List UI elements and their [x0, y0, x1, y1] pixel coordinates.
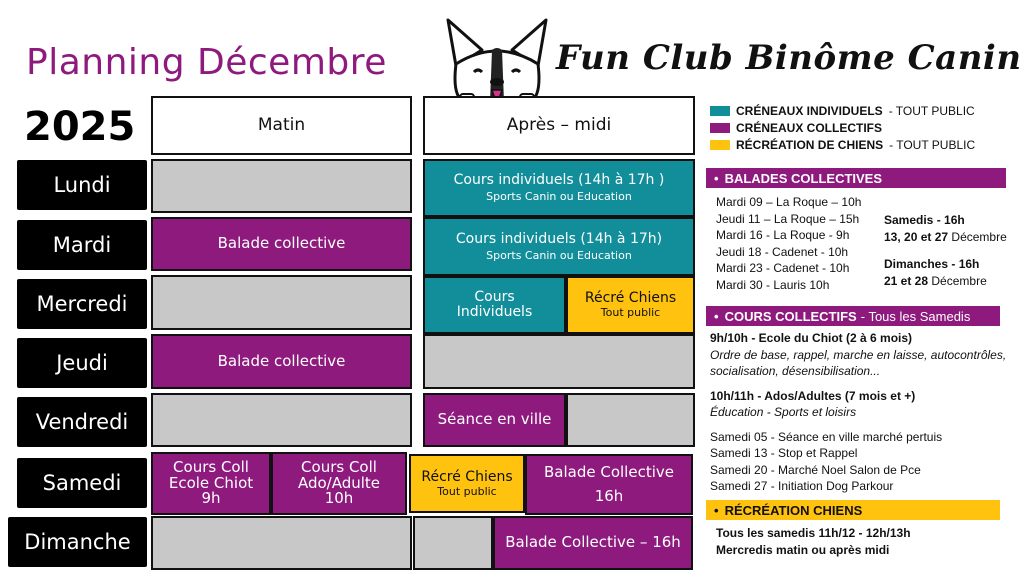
- slot-mercredi-apres-midi-recre: [566, 276, 695, 334]
- slot-title: Cours Coll: [173, 457, 249, 476]
- section-title: RÉCRÉATION CHIENS: [724, 502, 863, 518]
- section-title: COURS COLLECTIFS: [724, 308, 857, 324]
- slot-mercredi-matin: [151, 275, 412, 330]
- slot-samedi-recre: [409, 454, 525, 513]
- list-item: Samedi 27 - Initiation Dog Parkour: [710, 479, 894, 493]
- slot-jeudi-matin: Balade collective: [151, 334, 412, 389]
- slot-jeudi-apres-midi: [423, 334, 695, 389]
- slot-subtitle: Sports Canin ou Education: [486, 248, 632, 262]
- section-header-cours: [706, 306, 1000, 326]
- legend-label: RÉCRÉATION DE CHIENS: [736, 138, 884, 152]
- samedis-month: Décembre: [951, 229, 1007, 244]
- slot-dimanche-matin: [151, 516, 412, 570]
- legend-swatch: [710, 140, 730, 150]
- slot-title-2: Ado/Adulte: [297, 473, 381, 492]
- section-header-balades: [706, 168, 1006, 188]
- legend-recreation: [710, 138, 975, 152]
- day-mercredi: Mercredi: [17, 279, 147, 329]
- slot-time: 9h: [201, 489, 221, 508]
- list-item: Mardi 09 – La Roque – 10h: [716, 195, 862, 209]
- legend-extra: - TOUT PUBLIC: [888, 104, 975, 118]
- slot-title-2: Ecole Chiot: [168, 473, 254, 492]
- slot-title: Cours Coll: [301, 457, 377, 476]
- ado-desc: Éducation - Sports et loisirs: [710, 405, 857, 419]
- chiot-desc-2: socialisation, désensibilisation...: [710, 364, 881, 378]
- slot-title: Cours: [474, 289, 515, 306]
- legend-swatch: [710, 123, 730, 133]
- list-item: Jeudi 11 – La Roque – 15h: [716, 211, 860, 226]
- balades-samedis: [884, 212, 1007, 245]
- recreation-line: Tous les samedis 11h/12 - 12h/13h: [716, 526, 911, 540]
- chiot-title: 9h/10h - Ecole du Chiot (2 à 6 mois): [710, 331, 913, 345]
- slot-subtitle: Tout public: [600, 306, 661, 320]
- list-item: Jeudi 18 - Cadenet - 10h: [716, 244, 849, 259]
- slot-mardi-matin: Balade collective: [151, 217, 412, 271]
- slot-title: Balade Collective: [544, 462, 674, 481]
- slot-subtitle: Sports Canin ou Education: [486, 190, 632, 204]
- section-header-recreation: [706, 500, 1000, 520]
- list-item: Samedi 20 - Marché Noel Salon de Pce: [710, 462, 921, 477]
- slot-mardi-apres-midi: [423, 217, 695, 276]
- list-item: Mardi 23 - Cadenet - 10h: [716, 261, 850, 275]
- legend-label: CRÉNEAUX INDIVIDUELS: [736, 104, 883, 118]
- legend-collectifs: [710, 121, 888, 135]
- slot-time: 10h: [324, 489, 354, 508]
- section-title: BALADES COLLECTIVES: [724, 170, 883, 186]
- slot-title-2: Individuels: [456, 304, 533, 320]
- samedis-dates: 13, 20 et 27: [884, 229, 949, 244]
- day-mardi: Mardi: [17, 220, 147, 270]
- dog-illustration: [438, 16, 556, 108]
- recreation-line-2: Mercredis matin ou après midi: [716, 542, 890, 557]
- slot-time: 16h: [594, 486, 624, 505]
- slot-vendredi-matin: [151, 393, 412, 447]
- balades-dimanches: [884, 256, 987, 289]
- legend-label: CRÉNEAUX COLLECTIFS: [736, 121, 883, 135]
- year-label: 2025: [24, 104, 136, 150]
- slot-title: Récré Chiens: [421, 468, 513, 485]
- slot-mercredi-apres-midi-cours: [423, 276, 566, 334]
- slot-vendredi-apres-midi: Séance en ville: [423, 393, 566, 447]
- list-item: Samedi 05 - Séance en ville marché pertuis: [710, 429, 943, 444]
- slot-dimanche-apres-midi-vide: [413, 516, 493, 570]
- recreation-details: [716, 525, 911, 558]
- chiot-desc: Ordre de base, rappel, marche en laisse, autocontrôles,: [710, 347, 1007, 362]
- slot-title: Cours individuels (14h à 17h): [455, 230, 663, 247]
- dimanches-label: Dimanches - 16h: [884, 257, 980, 271]
- list-item: Samedi 13 - Stop et Rappel: [710, 446, 858, 460]
- day-lundi: Lundi: [17, 160, 147, 210]
- bullet-icon: •: [714, 170, 719, 186]
- day-jeudi: Jeudi: [17, 338, 147, 388]
- ado-title: 10h/11h - Ados/Adultes (7 mois et +): [710, 388, 916, 403]
- slot-samedi-balade: [525, 454, 693, 515]
- day-dimanche: Dimanche: [8, 517, 147, 567]
- cours-details: [710, 330, 1006, 495]
- slot-lundi-apres-midi: [423, 159, 695, 217]
- section-subtitle: - Tous les Samedis: [860, 308, 971, 324]
- slot-lundi-matin: [151, 159, 412, 213]
- list-item: Mardi 30 - Lauris 10h: [716, 277, 830, 292]
- legend-swatch: [710, 106, 730, 116]
- page-title: Planning Décembre: [26, 42, 387, 83]
- slot-title: Cours individuels (14h à 17h ): [453, 172, 665, 189]
- slot-samedi-ado-adulte: [271, 452, 407, 515]
- balades-list: [716, 194, 861, 293]
- day-samedi: Samedi: [17, 458, 147, 508]
- legend-individuels: [710, 104, 975, 118]
- dimanches-month: Décembre: [931, 273, 987, 288]
- slot-samedi-ecole-chiot: [151, 452, 271, 515]
- bullet-icon: •: [714, 308, 719, 324]
- slot-title: Récré Chiens: [584, 290, 677, 307]
- slot-dimanche-balade: Balade Collective – 16h: [493, 516, 693, 570]
- column-header-matin: Matin: [151, 96, 412, 155]
- list-item: Mardi 16 - La Roque - 9h: [716, 228, 850, 242]
- bullet-icon: •: [714, 502, 719, 518]
- club-name: Fun Club Binôme Canin: [556, 38, 1022, 78]
- column-header-apres-midi: Après – midi: [423, 96, 695, 155]
- legend-extra: - TOUT PUBLIC: [889, 138, 976, 152]
- samedis-label: Samedis - 16h: [884, 213, 965, 227]
- slot-vendredi-apres-midi-vide: [566, 393, 695, 447]
- day-vendredi: Vendredi: [17, 397, 147, 447]
- dimanches-dates: 21 et 28: [884, 273, 929, 288]
- slot-subtitle: Tout public: [437, 484, 497, 498]
